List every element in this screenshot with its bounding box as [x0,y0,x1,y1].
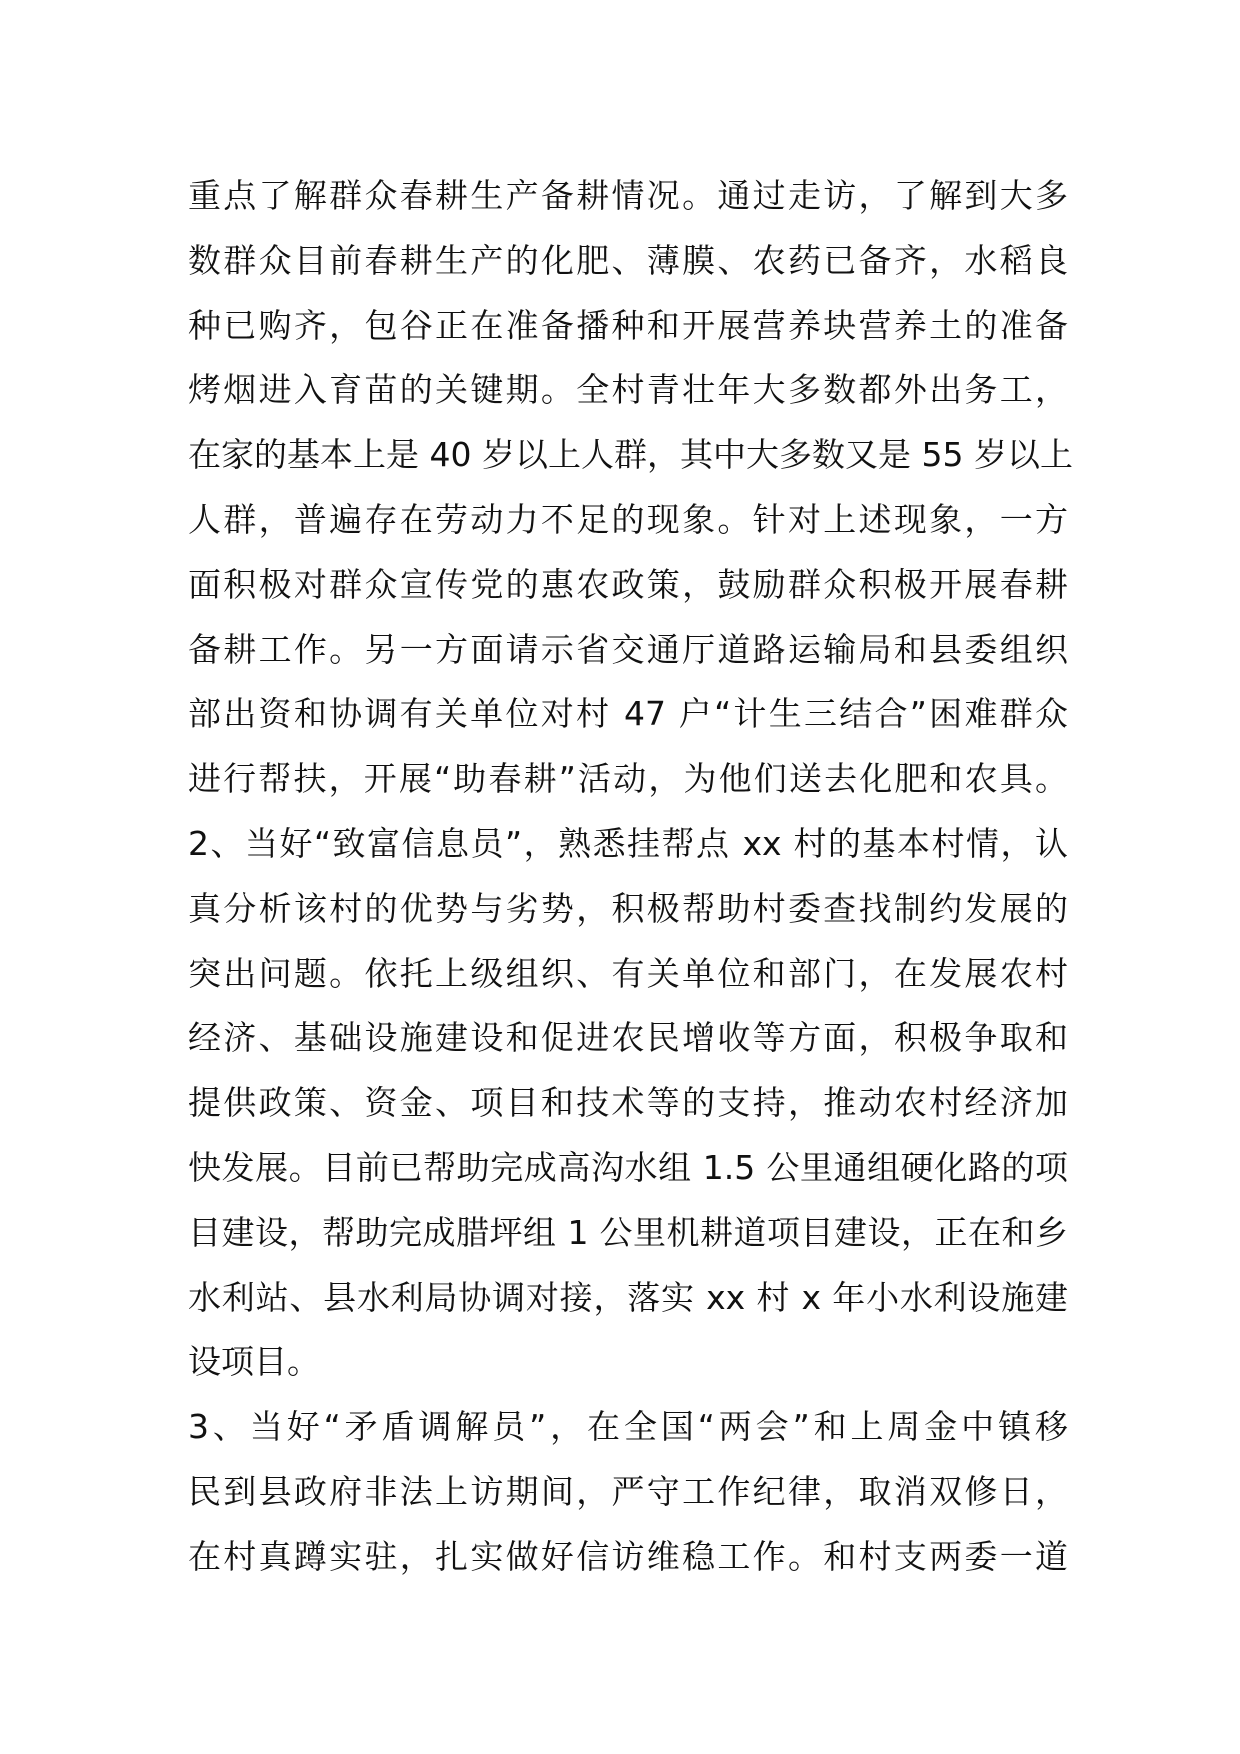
text-line: 重点了解群众春耕生产备耕情况。通过走访，了解到大多 [188,176,1068,215]
text-line: 面积极对群众宣传党的惠农政策，鼓励群众积极开展春耕 [188,564,1068,604]
text-line: 在村真蹲实驻，扎实做好信访维稳工作。和村支两委一道 [188,1536,1068,1576]
text-line: 3、当好“矛盾调解员”，在全国“两会”和上周金中镇移 [188,1407,1068,1447]
text-line: 种已购齐，包谷正在准备播种和开展营养块营养土的准备 [188,305,1068,345]
text-line: 突出问题。依托上级组织、有关单位和部门，在发展农村 [188,953,1068,993]
text-line: 部出资和协调有关单位对村 47 户“计生三结合”困难群众 [188,694,1068,734]
text-line: 数群众目前春耕生产的化肥、薄膜、农药已备齐，水稻良 [188,240,1068,280]
text-line: 真分析该村的优势与劣势，积极帮助村委查找制约发展的 [188,888,1068,928]
text-line: 人群，普遍存在劳动力不足的现象。针对上述现象，一方 [188,499,1068,539]
text-line: 提供政策、资金、项目和技术等的支持，推动农村经济加 [188,1083,1068,1123]
text-line: 目建设，帮助完成腊坪组 1 公里机耕道项目建设，正在和乡 [188,1212,1068,1252]
body-text [188,164,1073,1590]
text-line: 经济、基础设施建设和促进农民增收等方面，积极争取和 [188,1018,1068,1058]
text-line: 进行帮扶，开展“助春耕”活动，为他们送去化肥和农具。 [188,759,1068,799]
text-line: 设项目。 [188,1342,320,1382]
text-line: 快发展。目前已帮助完成高沟水组 1.5 公里通组硬化路的项 [188,1147,1068,1187]
text-line: 2、当好“致富信息员”，熟悉挂帮点 xx 村的基本村情，认 [188,823,1068,863]
text-line: 在家的基本上是 40 岁以上人群，其中大多数又是 55 岁以上 [188,435,1073,475]
text-line: 烤烟进入育苗的关键期。全村青壮年大多数都外出务工， [188,370,1068,410]
text-line: 民到县政府非法上访期间，严守工作纪律，取消双修日， [188,1471,1068,1511]
text-line: 备耕工作。另一方面请示省交通厅道路运输局和县委组织 [188,629,1068,669]
text-line: 水利站、县水利局协调对接，落实 xx 村 x 年小水利设施建 [188,1277,1068,1317]
